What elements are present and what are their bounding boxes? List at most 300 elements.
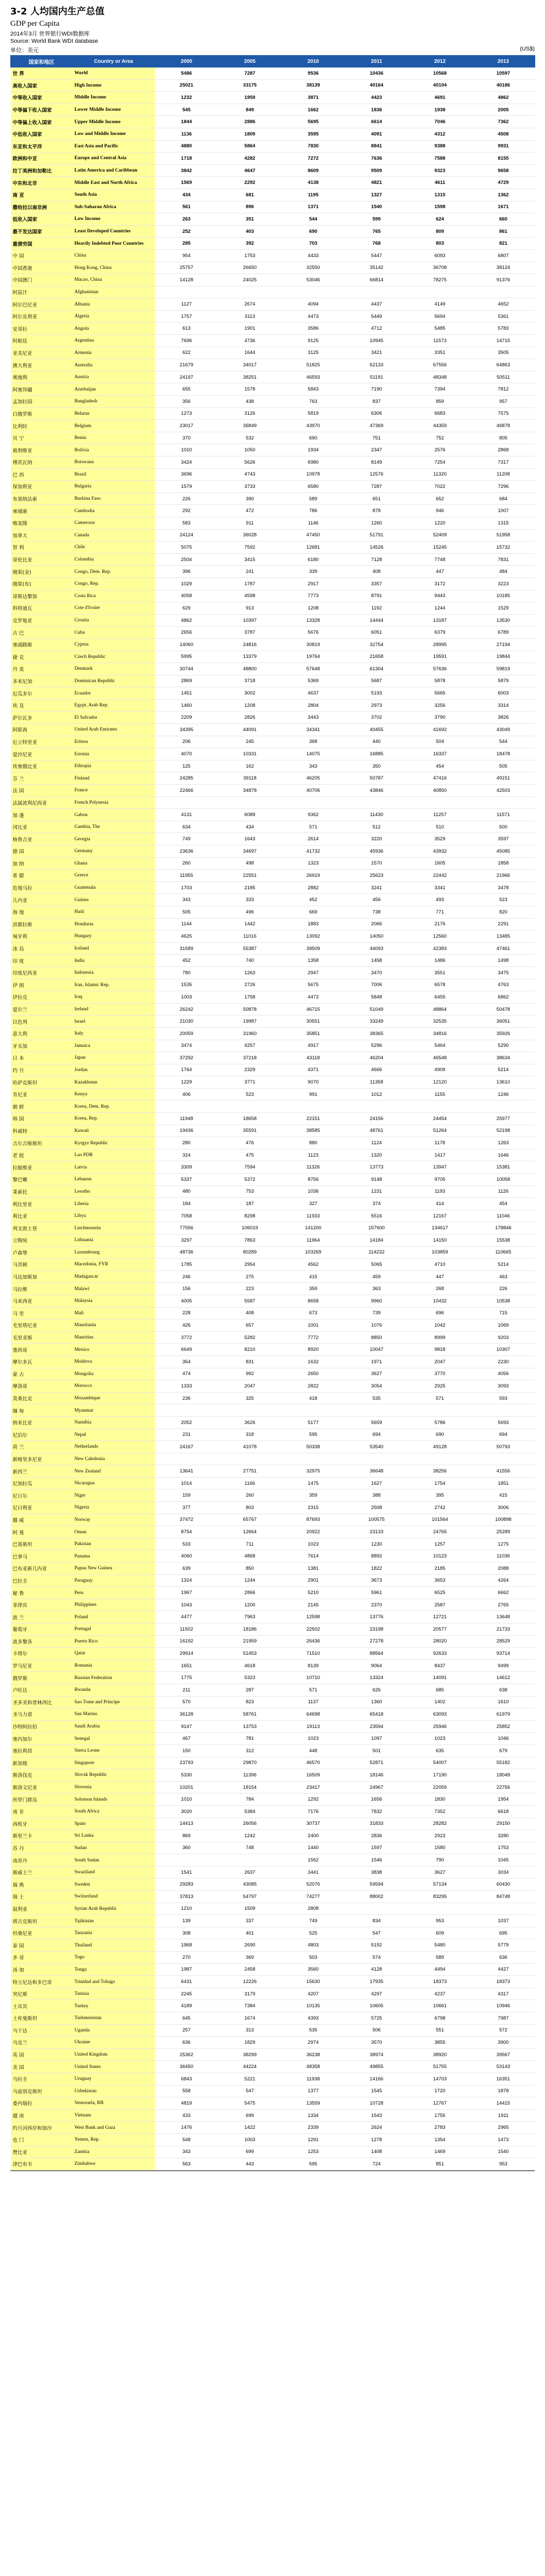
gdp-value-cell: 1662 <box>282 104 345 116</box>
country-name-cn: 科威特 <box>11 1125 73 1137</box>
country-name-en: Syrian Arab Republic <box>73 1903 155 1915</box>
country-name-cn: 爱尔兰 <box>11 1003 73 1015</box>
gdp-value-cell: 37292 <box>155 1052 218 1064</box>
gdp-value-cell: 1324 <box>155 1574 218 1587</box>
gdp-value-cell: 7594 <box>218 1161 282 1174</box>
table-body <box>11 67 535 2171</box>
country-name-en: Puerto Rico <box>73 1635 155 1648</box>
gdp-value-cell: 1244 <box>218 1574 282 1587</box>
gdp-value-cell: 318 <box>218 1429 282 1441</box>
table-row <box>11 833 535 845</box>
table-row <box>11 1988 535 2000</box>
gdp-value-cell: 2674 <box>218 298 282 311</box>
gdp-value-cell: 7863 <box>218 1234 282 1247</box>
gdp-value-cell: 849 <box>218 104 282 116</box>
gdp-value-cell: 1193 <box>408 1185 472 1198</box>
gdp-value-cell: 29914 <box>155 1648 218 1660</box>
table-row <box>11 991 535 1004</box>
country-name-en: Iran, Islamic Rep. <box>73 979 155 991</box>
country-name-cn: 埃塞俄比亚 <box>11 760 73 772</box>
gdp-value-cell: 1260 <box>345 517 408 529</box>
gdp-value-cell: 7317 <box>472 456 535 469</box>
gdp-value-cell: 1014 <box>155 1477 218 1489</box>
gdp-value-cell: 9203 <box>472 1331 535 1344</box>
table-row <box>11 1283 535 1295</box>
gdp-value-cell: 8791 <box>345 590 408 602</box>
gdp-value-cell: 1275 <box>472 1538 535 1550</box>
country-name-cn: 多 哥 <box>11 1952 73 1964</box>
table-row <box>11 772 535 785</box>
gdp-value-cell: 23198 <box>345 1623 408 1636</box>
table-row <box>11 1222 535 1234</box>
table-row <box>11 1878 535 1891</box>
gdp-value-cell: 2370 <box>345 1599 408 1611</box>
gdp-value-cell: 10047 <box>345 1344 408 1356</box>
gdp-value-cell: 574 <box>345 1952 408 1964</box>
country-name-en: Burkina Faso <box>73 493 155 505</box>
gdp-value-cell: 5693 <box>472 1416 535 1429</box>
country-name-cn: 汤 加 <box>11 1963 73 1976</box>
gdp-value-cell: 65418 <box>345 1708 408 1721</box>
country-name-en: Canada <box>73 529 155 541</box>
gdp-value-cell: 3093 <box>472 1380 535 1393</box>
country-name-cn: 塔吉克斯坦 <box>11 1915 73 1927</box>
gdp-value-cell: 13530 <box>472 614 535 626</box>
country-name-en: Denmark <box>73 663 155 675</box>
country-name-cn: 加 纳 <box>11 857 73 870</box>
gdp-value-cell: 1220 <box>408 517 472 529</box>
country-name-en: Gambia, The <box>73 821 155 833</box>
gdp-value-cell: 3113 <box>218 310 282 323</box>
table-row <box>11 1125 535 1137</box>
country-name-cn: 利比亚 <box>11 1210 73 1222</box>
gdp-value-cell: 53540 <box>345 1441 408 1453</box>
gdp-value-cell: 1959 <box>218 92 282 104</box>
gdp-value-cell: 535 <box>345 1392 408 1404</box>
gdp-value-cell: 5372 <box>218 1174 282 1186</box>
gdp-value-cell: 5480 <box>408 1939 472 1952</box>
gdp-value-cell: 7831 <box>472 553 535 566</box>
gdp-value-cell: 51755 <box>408 2061 472 2073</box>
gdp-value-cell: 406 <box>155 1088 218 1100</box>
gdp-value-cell <box>408 1404 472 1417</box>
gdp-value-cell: 5210 <box>282 1587 345 1599</box>
country-name-cn: 南苏丹 <box>11 1854 73 1867</box>
country-name-en: Netherlands <box>73 1441 155 1453</box>
gdp-value-cell: 652 <box>408 493 472 505</box>
gdp-value-cell: 74277 <box>282 1891 345 1903</box>
gdp-value-cell: 50338 <box>282 1441 345 1453</box>
gdp-value-cell: 350 <box>345 760 408 772</box>
gdp-value-cell: 13610 <box>472 1076 535 1089</box>
gdp-value-cell: 7748 <box>408 553 472 566</box>
gdp-value-cell: 34395 <box>155 724 218 736</box>
country-name-en: Belarus <box>73 408 155 420</box>
table-row <box>11 1355 535 1368</box>
gdp-value-cell: 696 <box>408 1307 472 1319</box>
gdp-value-cell: 14526 <box>345 541 408 554</box>
country-name-en: Hungary <box>73 930 155 943</box>
gdp-value-cell: 1246 <box>472 1088 535 1100</box>
country-name-cn: 比利时 <box>11 420 73 432</box>
gdp-value-cell: 622 <box>155 347 218 359</box>
gdp-value-cell: 1627 <box>345 1477 408 1489</box>
gdp-value-cell: 24454 <box>408 1113 472 1125</box>
country-name-cn: 墨西哥 <box>11 1344 73 1356</box>
gdp-value-cell: 1354 <box>408 2133 472 2146</box>
gdp-value-cell: 3475 <box>472 967 535 979</box>
gdp-value-cell: 1023 <box>408 1733 472 1745</box>
gdp-value-cell: 9070 <box>282 1076 345 1089</box>
gdp-value-cell: 1001 <box>282 1319 345 1332</box>
gdp-value-cell: 1440 <box>282 1842 345 1854</box>
gdp-value-cell: 5221 <box>218 2073 282 2085</box>
gdp-value-cell: 52409 <box>408 529 472 541</box>
gdp-value-cell: 4149 <box>408 298 472 311</box>
table-header-row <box>11 56 535 67</box>
gdp-value-cell: 24967 <box>345 1781 408 1793</box>
table-row <box>11 1526 535 1538</box>
table-row <box>11 2146 535 2158</box>
gdp-value-cell: 15732 <box>472 541 535 554</box>
country-name-cn: 最不发达国家 <box>11 225 73 238</box>
country-name-en: Low and Middle Income <box>73 128 155 140</box>
gdp-value-cell: 16337 <box>408 748 472 760</box>
gdp-value-cell: 8609 <box>282 164 345 177</box>
gdp-value-cell: 12721 <box>408 1611 472 1623</box>
gdp-value-cell: 236 <box>155 1392 218 1404</box>
gdp-value-cell: 46715 <box>282 1003 345 1015</box>
gdp-value-cell: 7575 <box>472 408 535 420</box>
gdp-value-cell: 35851 <box>282 1027 345 1040</box>
gdp-value-cell <box>472 1453 535 1465</box>
gdp-value-cell: 34816 <box>408 1027 472 1040</box>
country-name-en: Pakistan <box>73 1538 155 1550</box>
gdp-value-cell: 7254 <box>408 456 472 469</box>
country-name-en: Bangladesh <box>73 396 155 408</box>
country-name-cn: 捷 克 <box>11 651 73 663</box>
gdp-value-cell: 24025 <box>218 274 282 286</box>
table-row <box>11 2073 535 2085</box>
gdp-value-cell: 953 <box>408 1915 472 1927</box>
table-row <box>11 1854 535 1867</box>
gdp-value-cell: 2822 <box>282 1380 345 1393</box>
gdp-value-cell: 13324 <box>345 1672 408 1684</box>
gdp-value-cell: 5848 <box>345 991 408 1004</box>
country-name-en: Yemen, Rep. <box>73 2133 155 2146</box>
country-name-en: Latin America and Caribbean <box>73 164 155 177</box>
gdp-value-cell <box>472 796 535 809</box>
gdp-value-cell: 1754 <box>408 1477 472 1489</box>
table-row <box>11 2109 535 2122</box>
country-name-cn: 柬埔寨 <box>11 505 73 517</box>
gdp-value-cell: 38139 <box>282 79 345 92</box>
gdp-value-cell: 3733 <box>218 481 282 493</box>
gdp-value-cell: 3586 <box>282 323 345 335</box>
gdp-value-cell: 24197 <box>155 371 218 383</box>
country-name-en: Austria <box>73 371 155 383</box>
table-row <box>11 1319 535 1332</box>
gdp-value-cell: 8892 <box>345 1550 408 1563</box>
gdp-value-cell: 43118 <box>282 1052 345 1064</box>
gdp-value-cell: 6306 <box>345 408 408 420</box>
gdp-value-cell: 55387 <box>218 942 282 955</box>
gdp-value-cell: 5587 <box>218 1295 282 1307</box>
gdp-value-cell: 47461 <box>472 942 535 955</box>
table-row <box>11 1866 535 1878</box>
gdp-value-cell: 66814 <box>345 274 408 286</box>
country-name-cn: 伊拉克 <box>11 991 73 1004</box>
country-name-en: Korea, Rep. <box>73 1113 155 1125</box>
gdp-value-cell: 8850 <box>345 1331 408 1344</box>
country-name-en: Estonia <box>73 748 155 760</box>
gdp-value-cell: 512 <box>345 821 408 833</box>
gdp-value-cell: 22059 <box>408 1781 472 1793</box>
country-name-en: Armenia <box>73 347 155 359</box>
country-name-en: Iceland <box>73 942 155 955</box>
table-row <box>11 906 535 918</box>
table-row <box>11 2037 535 2049</box>
country-name-en: San Marino <box>73 1708 155 1721</box>
gdp-value-cell: 443 <box>218 2158 282 2171</box>
gdp-value-cell: 463 <box>472 1270 535 1283</box>
table-row <box>11 238 535 250</box>
gdp-value-cell: 613 <box>155 323 218 335</box>
gdp-value-cell: 739 <box>345 1307 408 1319</box>
gdp-value-cell: 38124 <box>472 262 535 274</box>
gdp-value-cell: 3441 <box>282 1866 345 1878</box>
gdp-value-cell: 50511 <box>472 371 535 383</box>
gdp-value-cell: 139 <box>155 1915 218 1927</box>
table-row <box>11 1976 535 1988</box>
gdp-value-cell: 28282 <box>408 1818 472 1830</box>
gdp-value-cell: 22502 <box>282 1623 345 1636</box>
gdp-value-cell: 40455 <box>345 724 408 736</box>
gdp-value-cell: 51453 <box>218 1648 282 1660</box>
gdp-value-cell: 523 <box>218 1088 282 1100</box>
country-name-cn: 贝 宁 <box>11 432 73 444</box>
gdp-value-cell: 1178 <box>408 1137 472 1149</box>
country-name-en: East Asia and Pacific <box>73 140 155 152</box>
gdp-value-cell: 9960 <box>345 1295 408 1307</box>
gdp-value-cell: 5878 <box>408 675 472 687</box>
column-header-year: 2000 <box>155 56 218 67</box>
country-name-cn: 中国澳门 <box>11 274 73 286</box>
country-name-cn: 所罗门群岛 <box>11 1793 73 1806</box>
gdp-value-cell: 25757 <box>155 262 218 274</box>
country-name-cn: 尼泊尔 <box>11 1429 73 1441</box>
gdp-value-cell: 1323 <box>282 857 345 870</box>
gdp-value-cell: 50878 <box>218 1003 282 1015</box>
country-name-en: Haiti <box>73 906 155 918</box>
table-row <box>11 1185 535 1198</box>
gdp-value-cell: 9362 <box>282 809 345 821</box>
gdp-value-cell: 1540 <box>472 2146 535 2158</box>
gdp-value-cell: 636 <box>155 2037 218 2049</box>
table-row <box>11 164 535 177</box>
gdp-value-cell: 4862 <box>155 614 218 626</box>
gdp-value-cell: 2690 <box>218 1939 282 1952</box>
gdp-value-cell: 390 <box>218 493 282 505</box>
gdp-value-cell: 6051 <box>345 626 408 639</box>
gdp-value-cell: 16509 <box>282 1769 345 1782</box>
gdp-value-cell: 351 <box>218 213 282 226</box>
gdp-value-cell: 3220 <box>345 833 408 845</box>
table-row <box>11 1003 535 1015</box>
gdp-value-cell: 609 <box>408 1927 472 1939</box>
country-name-cn: 世 界 <box>11 67 73 80</box>
country-name-en: Greece <box>73 870 155 882</box>
gdp-value-cell: 1127 <box>155 298 218 311</box>
table-row <box>11 1952 535 1964</box>
country-name-en: Nigeria <box>73 1502 155 1514</box>
country-name-cn: 中等偏下收入国家 <box>11 104 73 116</box>
country-name-en: Papua New Guinea <box>73 1563 155 1575</box>
gdp-value-cell: 11955 <box>155 870 218 882</box>
country-name-en: Least Developed Countries <box>73 225 155 238</box>
gdp-value-cell: 547 <box>218 2085 282 2097</box>
gdp-value-cell: 1192 <box>345 602 408 615</box>
country-name-cn: 法属波利尼西亚 <box>11 796 73 809</box>
table-row <box>11 614 535 626</box>
gdp-value-cell: 103269 <box>282 1246 345 1259</box>
gdp-value-cell: 571 <box>282 1684 345 1696</box>
gdp-value-cell: 1253 <box>282 2146 345 2158</box>
gdp-value-cell: 23594 <box>345 1720 408 1733</box>
gdp-value-cell: 92633 <box>408 1648 472 1660</box>
table-row <box>11 785 535 797</box>
source-line-cn: 2014年3月 世界银行WDI数据库 <box>10 31 90 37</box>
gdp-value-cell: 1166 <box>218 1477 282 1489</box>
table-row <box>11 2158 535 2171</box>
gdp-value-cell: 38251 <box>218 371 282 383</box>
country-name-en: Upper Middle Income <box>73 116 155 128</box>
country-name-cn: 拉脱维亚 <box>11 1161 73 1174</box>
gdp-value-cell: 501 <box>345 1744 408 1757</box>
country-name-cn: 马达加斯加 <box>11 1270 73 1283</box>
country-name-cn: 也 门 <box>11 2133 73 2146</box>
gdp-value-cell: 2185 <box>218 882 282 894</box>
gdp-value-cell: 10978 <box>282 468 345 481</box>
gdp-value-cell: 3314 <box>472 699 535 711</box>
gdp-value-cell: 226 <box>155 493 218 505</box>
gdp-value-cell: 11573 <box>408 335 472 347</box>
gdp-value-cell: 1646 <box>472 1149 535 1161</box>
gdp-value-cell: 103859 <box>408 1246 472 1259</box>
gdp-value-cell: 58761 <box>218 1708 282 1721</box>
gdp-value-cell: 946 <box>408 505 472 517</box>
gdp-value-cell: 37472 <box>155 1514 218 1526</box>
gdp-value-cell: 5214 <box>472 1064 535 1076</box>
country-name-cn: 卡塔尔 <box>11 1648 73 1660</box>
gdp-value-cell: 2742 <box>408 1502 472 1514</box>
gdp-value-cell: 545 <box>155 104 218 116</box>
table-row <box>11 1659 535 1672</box>
gdp-value-cell: 1486 <box>408 955 472 967</box>
gdp-value-cell: 84748 <box>472 1891 535 1903</box>
table-row <box>11 918 535 930</box>
gdp-value-cell: 2315 <box>282 1502 345 1514</box>
gdp-value-cell: 7614 <box>282 1550 345 1563</box>
gdp-value-cell: 525 <box>282 1927 345 1939</box>
country-name-en: Brazil <box>73 468 155 481</box>
table-row <box>11 736 535 748</box>
gdp-value-cell: 690 <box>282 225 345 238</box>
gdp-value-cell: 1476 <box>155 2122 218 2134</box>
gdp-value-cell: 763 <box>282 396 345 408</box>
gdp-value-cell: 3280 <box>472 1830 535 1842</box>
gdp-value-cell: 5864 <box>218 140 282 152</box>
gdp-value-cell: 9388 <box>408 140 472 152</box>
gdp-value-cell <box>155 796 218 809</box>
gdp-value-cell: 57134 <box>408 1878 472 1891</box>
gdp-value-cell: 1273 <box>155 408 218 420</box>
gdp-value-cell: 5879 <box>472 675 535 687</box>
gdp-value-cell: 639 <box>155 1563 218 1575</box>
gdp-value-cell: 24816 <box>218 638 282 651</box>
country-name-en: Azerbaijan <box>73 383 155 396</box>
gdp-value-cell: 18049 <box>472 1769 535 1782</box>
gdp-value-cell: 1045 <box>472 1854 535 1867</box>
gdp-value-cell: 9323 <box>408 164 472 177</box>
gdp-value-cell: 5995 <box>155 651 218 663</box>
country-name-en: Mauritius <box>73 1331 155 1344</box>
gdp-value-cell: 551 <box>408 2024 472 2037</box>
gdp-value-cell: 10432 <box>408 1295 472 1307</box>
gdp-value-cell: 1327 <box>345 189 408 201</box>
table-row <box>11 529 535 541</box>
gdp-value-cell: 414 <box>408 1198 472 1210</box>
gdp-value-cell: 333 <box>218 894 282 906</box>
gdp-value-cell: 47416 <box>408 772 472 785</box>
gdp-value-cell: 4257 <box>218 1040 282 1052</box>
gdp-value-cell <box>218 796 282 809</box>
gdp-value-cell: 440 <box>345 736 408 748</box>
country-name-cn: 波多黎各 <box>11 1635 73 1648</box>
gdp-value-cell: 2783 <box>408 2122 472 2134</box>
country-name-en: Cambodia <box>73 505 155 517</box>
gdp-value-cell: 48358 <box>282 2061 345 2073</box>
gdp-value-cell: 363 <box>345 1283 408 1295</box>
country-name-en: Oman <box>73 1526 155 1538</box>
gdp-value-cell: 51049 <box>345 1003 408 1015</box>
gdp-value-cell: 1451 <box>155 687 218 700</box>
gdp-value-cell: 7592 <box>218 541 282 554</box>
table-row <box>11 687 535 700</box>
gdp-value-cell: 134617 <box>408 1222 472 1234</box>
table-row <box>11 724 535 736</box>
country-name-en: Singapore <box>73 1757 155 1769</box>
country-name-cn: 加拿大 <box>11 529 73 541</box>
gdp-value-cell: 24124 <box>155 529 218 541</box>
gdp-value-cell: 418 <box>282 1392 345 1404</box>
gdp-value-cell: 33249 <box>345 1015 408 1028</box>
table-row <box>11 1307 535 1319</box>
gdp-value-cell: 703 <box>282 238 345 250</box>
gdp-value-cell <box>345 1404 408 1417</box>
table-row <box>11 116 535 128</box>
gdp-value-cell <box>472 286 535 298</box>
gdp-value-cell: 14715 <box>472 335 535 347</box>
gdp-value-cell: 14415 <box>472 2097 535 2110</box>
gdp-value-cell: 784 <box>218 1793 282 1806</box>
country-name-en: Liberia <box>73 1198 155 1210</box>
table-row <box>11 1441 535 1453</box>
gdp-value-cell: 4712 <box>345 323 408 335</box>
gdp-value-cell: 1809 <box>218 128 282 140</box>
column-header-year: 2013 <box>472 56 535 67</box>
gdp-value-cell: 29870 <box>218 1757 282 1769</box>
